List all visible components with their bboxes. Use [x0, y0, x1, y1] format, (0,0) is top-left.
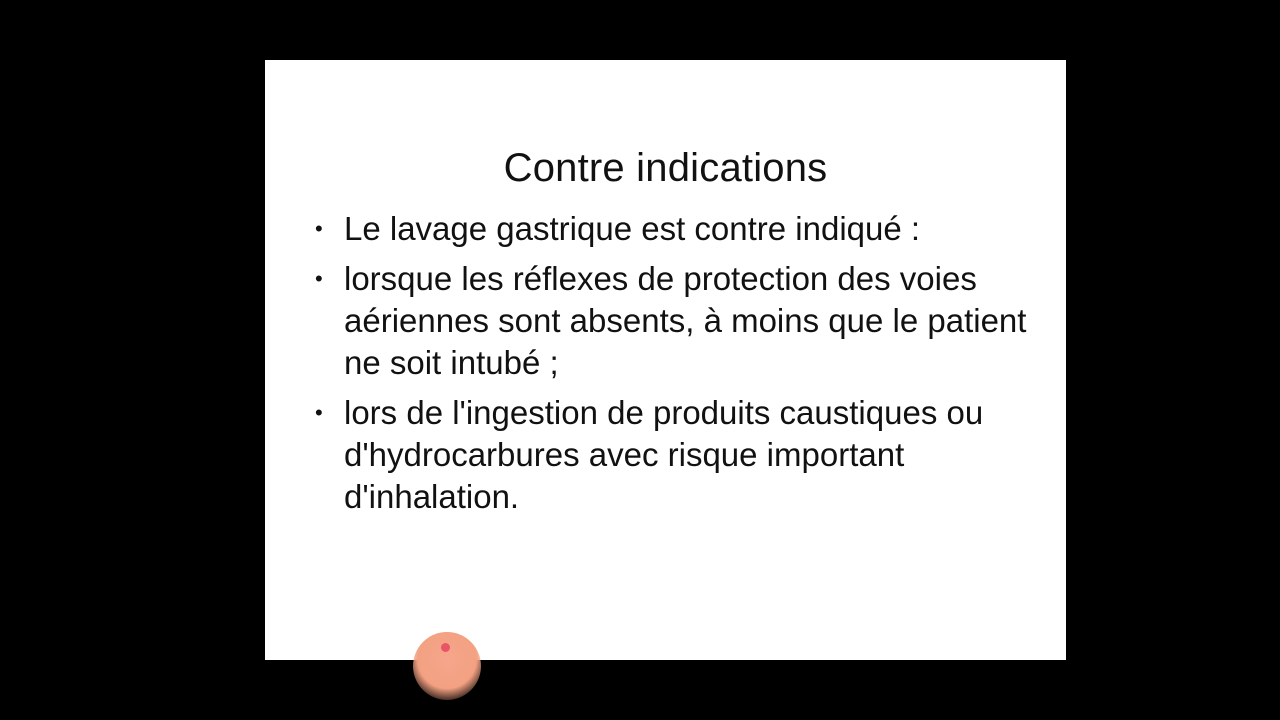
- bullet-list: [312, 208, 1032, 526]
- bullet-item-caustic-ingestion: [312, 392, 1032, 518]
- bullet-item-airway-reflexes: [312, 258, 1032, 384]
- bullet-dot-icon: •: [315, 400, 323, 425]
- bullet-dot-icon: •: [315, 216, 323, 241]
- slide-title: Contre indications: [503, 146, 828, 190]
- bullet-text: lors de l'ingestion de produits caustiques ou d'hydrocarbures avec risque important d'inhalation.: [344, 394, 984, 515]
- bullet-text: Le lavage gastrique est contre indiqué :: [344, 210, 921, 247]
- presentation-slide: [265, 60, 1066, 660]
- bullet-item-intro: [312, 208, 1032, 250]
- bullet-dot-icon: •: [315, 266, 323, 291]
- touch-cursor-dot-icon: [441, 643, 450, 652]
- touch-cursor-icon: [413, 632, 481, 700]
- bullet-text: lorsque les réflexes de protection des voies aériennes sont absents, à moins que le patient ne soit intubé ;: [344, 260, 1027, 381]
